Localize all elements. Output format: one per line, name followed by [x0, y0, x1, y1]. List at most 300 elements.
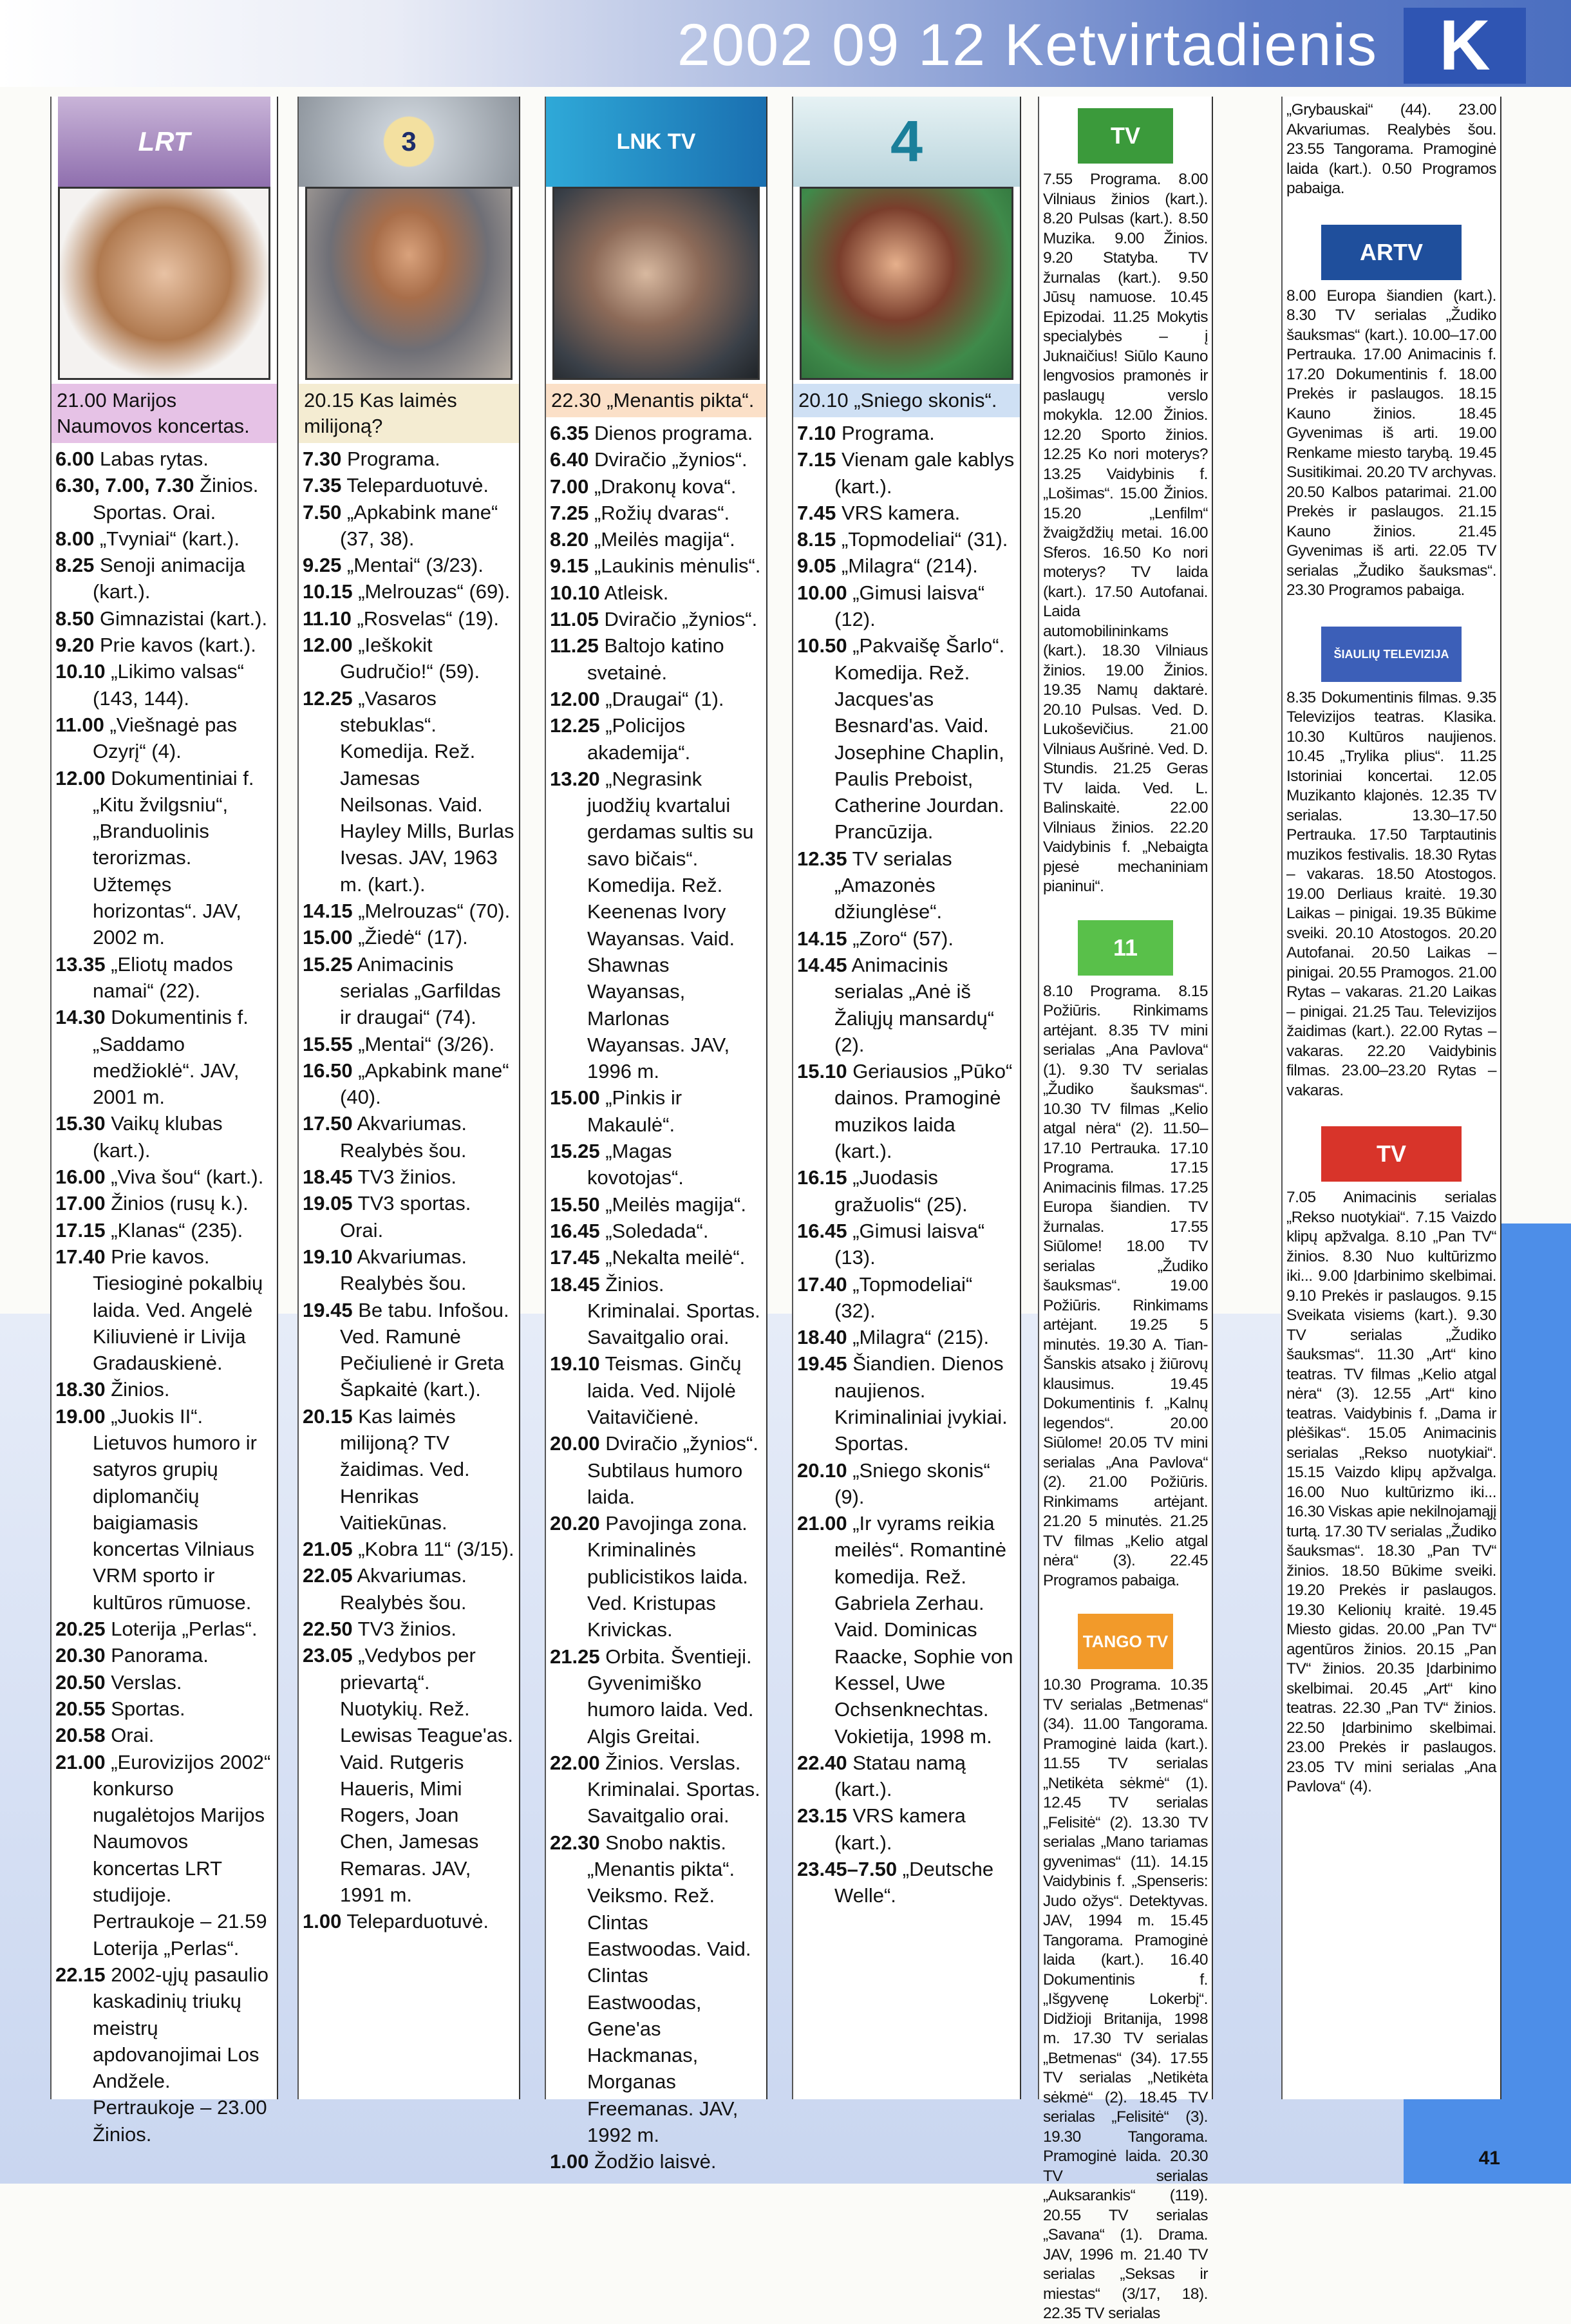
- schedule-time: 23.15: [797, 1804, 847, 1828]
- schedule-time: 20.00: [550, 1432, 600, 1455]
- schedule-time: 6.30, 7.00, 7.30: [55, 474, 194, 497]
- schedule-title: Dienos programa.: [588, 422, 753, 444]
- schedule-row: [797, 1350, 1016, 1457]
- schedule-row: [797, 500, 1016, 526]
- schedule-row: [303, 898, 515, 924]
- schedule-row: [550, 1829, 762, 2149]
- channel-column-tv4: [792, 97, 1021, 2099]
- schedule-title: Vienam gale kablys (kart.).: [834, 448, 1015, 498]
- schedule-time: 18.45: [303, 1166, 353, 1189]
- schedule-row: [303, 1908, 515, 1934]
- schedule-time: 17.50: [303, 1112, 353, 1135]
- schedule-title: Akvariumas. Realybės šou.: [340, 1112, 467, 1162]
- schedule-title: „Topmodeliai“ (32).: [834, 1272, 973, 1322]
- schedule-row: [550, 712, 762, 766]
- siauliu-tv-schedule: 8.35 Dokumentinis filmas. 9.35 Televizijos teatras. Klasika. 10.30 Kultūros naujienos. 10.45 „Trylika plius“. 11.25 Istoriniai koncertai. 12.05 Muzikanto klajonės. 12.35 TV serialas. 13.30–17.50 Pertrauka. 17.50 Tarptautinis muzikos festivalis. 18.30 Rytas – vakaras. 18.50 Atostogos. 19.00 Derliaus kraitė. 19.30 Laikas – pinigai. 19.35 Būkime sveiki. 20.10 Atostogos. 20.20 Autofanai. 20.50 Laikas – pinigai. 20.55 Pramogos. 21.00 Rytas – vakaras. 21.20 Laikas – pinigai. 21.25 Tau. Televizijos žaidimas (kart.). 22.00 Rytas – vakaras. 22.20 Vaidybinis filmas. 23.00–23.20 Rytas – vakaras.: [1286, 688, 1496, 1099]
- schedule-time: 7.15: [797, 448, 836, 471]
- schedule-row: [303, 446, 515, 472]
- schedule-title: „Sniego skonis“ (9).: [834, 1459, 990, 1508]
- schedule-title: „Policijos akademija“.: [587, 714, 691, 764]
- schedule-row: [55, 1376, 273, 1403]
- schedule-row: [303, 951, 515, 1031]
- schedule-row: [55, 951, 273, 1005]
- schedule-row: [797, 1457, 1016, 1511]
- schedule-row: [550, 632, 762, 686]
- schedule-title: Verslas.: [105, 1670, 182, 1694]
- schedule-title: Snobo naktis. „Menantis pikta“. Veiksmo. Rež. Clintas Eastwoodas. Vaid. Clintas Eastwoodas, Gene'as Hackmanas, Morganas Freemanas. JAV, 1992 m.: [587, 1831, 751, 2146]
- schedule-title: Orai.: [105, 1724, 155, 1747]
- schedule-row: [55, 1110, 273, 1164]
- schedule-time: 19.10: [550, 1352, 600, 1375]
- schedule-row: [303, 1190, 515, 1243]
- schedule-title: Žinios.: [105, 1378, 170, 1401]
- schedule-time: 17.40: [797, 1272, 847, 1296]
- schedule-time: 22.15: [55, 1963, 106, 1986]
- schedule-time: 19.00: [55, 1404, 106, 1428]
- schedule-row: [797, 1271, 1016, 1325]
- tv3-schedule: [299, 446, 519, 1935]
- schedule-row: [797, 580, 1016, 633]
- schedule-row: [55, 1669, 273, 1696]
- schedule-title: „Apkabink mane“ (37, 38).: [340, 500, 498, 550]
- schedule-title: VRS kamera (kart.).: [834, 1804, 966, 1854]
- schedule-row: [550, 686, 762, 712]
- schedule-title: Senoji animacija (kart.).: [93, 554, 245, 603]
- schedule-time: 6.40: [550, 448, 589, 471]
- schedule-time: 7.35: [303, 474, 342, 497]
- schedule-title: Geriausios „Pūko“ dainos. Pramoginė muzikos laida (kart.).: [834, 1060, 1013, 1163]
- schedule-time: 8.15: [797, 528, 836, 551]
- schedule-time: 21.25: [550, 1645, 600, 1668]
- schedule-title: Teleparduotuvė.: [341, 474, 489, 497]
- schedule-row: [55, 765, 273, 951]
- baltijos-tv-schedule: 7.05 Animacinis serialas „Rekso nuotykiai“. 7.15 Vaizdo klipų apžvalga. 8.10 „Pan TV“ žinios. 8.30 Nuo kultūrizmo iki... 9.00 Įdarbinimo skelbimai. 9.10 Prekės ir paslaugos. 9.15 Sveikata visiems (kart.). 9.30 TV serialas „Žudiko šauksmas“. 11.30 „Art“ kino teatras. TV filmas „Kelio atgal nėra“ (3). 12.55 „Art“ kino teatras. Vaidybinis f. „Dama ir plėšikas“. 15.05 Animacinis serialas „Rekso nuotykiai“. 15.15 Vaizdo klipų apžvalga. 16.00 Nuo kultūrizmo iki... 16.30 Viskas apie nekilnojamąjį turtą. 17.30 TV serialas „Žudiko šauksmas“. 18.30 „Pan TV“ žinios. 18.50 Būkime sveiki. 19.20 Prekės ir paslaugos. 19.30 Kelionių kraitė. 19.45 Miesto gidas. 20.00 „Pan TV“ agentūros žinios. 20.15 „Pan TV“ žinios. 20.35 Įdarbinimo skelbimai. 20.45 „Art“ kino teatras. 22.30 „Pan TV“ žinios. 22.50 Įdarbinimo skelbimai. 23.00 Prekės ir paslaugos. 23.05 TV mini serialas „Ana Pavlova“ (4).: [1286, 1189, 1496, 1795]
- schedule-time: 11.00: [55, 713, 104, 736]
- schedule-row: [55, 1696, 273, 1722]
- schedule-title: „Kobra 11“ (3/15).: [352, 1538, 514, 1561]
- schedule-title: „Vasaros stebuklas“. Komedija. Rež. Jamesas Neilsonas. Vaid. Hayley Mills, Burlas Ivesas. JAV, 1963 m. (kart.).: [340, 686, 514, 896]
- schedule-row: [303, 605, 515, 632]
- schedule-time: 12.00: [303, 634, 353, 657]
- schedule-time: 1.00: [303, 1910, 342, 1933]
- schedule-title: „Viva šou“ (kart.).: [105, 1166, 264, 1189]
- lnk-logo: LNK TV: [546, 97, 766, 187]
- schedule-row: [303, 1562, 515, 1616]
- schedule-time: 15.25: [303, 952, 353, 976]
- schedule-row: [550, 420, 762, 446]
- schedule-row: [550, 580, 762, 606]
- schedule-title: „Vedybos per prievartą“. Nuotykių. Rež. Lewisas Teague'as. Vaid. Rutgeris Haueris, Mimi Rogers, Joan Chen, Jamesas Remaras. JAV, 1991 m.: [340, 1644, 514, 1907]
- schedule-time: 23.45–7.50: [797, 1858, 898, 1881]
- schedule-time: 18.40: [797, 1326, 847, 1349]
- schedule-time: 15.10: [797, 1060, 847, 1083]
- schedule-row: [797, 1324, 1016, 1350]
- schedule-time: 9.15: [550, 554, 589, 578]
- schedule-row: [303, 1536, 515, 1562]
- siauliu-tv-logo: ŠIAULIŲ TELEVIZIJA: [1321, 627, 1462, 682]
- schedule-title: „Laukinis mėnulis“.: [588, 554, 761, 578]
- schedule-time: 7.10: [797, 422, 836, 444]
- schedule-time: 19.10: [303, 1245, 353, 1268]
- schedule-title: Dokumentinis f. „Saddamo medžioklė“. JAV, 2001 m.: [93, 1006, 249, 1109]
- schedule-row: [55, 446, 273, 472]
- schedule-title: „Apkabink mane“ (40).: [340, 1059, 509, 1109]
- tv4-movie-photo: [800, 187, 1013, 380]
- schedule-row: [55, 1403, 273, 1616]
- schedule-row: [797, 1856, 1016, 1909]
- schedule-row: [797, 553, 1016, 579]
- tango-tv-logo: TANGO TV: [1078, 1614, 1173, 1669]
- schedule-row: [550, 1510, 762, 1643]
- channel-column-lrt: [50, 97, 278, 2146]
- schedule-row: [303, 472, 515, 498]
- schedule-title: „Juodasis gražuolis“ (25).: [834, 1166, 968, 1216]
- tv3-highlight: 20.15 Kas laimės milijoną?: [299, 384, 519, 443]
- schedule-title: TV3 žinios.: [352, 1166, 456, 1189]
- schedule-time: 16.45: [797, 1219, 847, 1242]
- schedule-row: [797, 1802, 1016, 1856]
- schedule-title: „Milagra“ (215).: [847, 1326, 990, 1349]
- schedule-title: „Rosvelas“ (19).: [351, 607, 499, 630]
- schedule-title: „Drakonų kova“.: [588, 475, 737, 498]
- schedule-row: [550, 1750, 762, 1829]
- schedule-title: Prie kavos. Tiesioginė pokalbių laida. Ved. Angelė Kiliuvienė ir Livija Gradauskienė.: [93, 1245, 263, 1375]
- schedule-time: 21.00: [55, 1750, 106, 1773]
- schedule-row: [303, 1297, 515, 1403]
- schedule-row: [55, 525, 273, 552]
- schedule-time: 8.50: [55, 607, 95, 630]
- schedule-row: [550, 1218, 762, 1244]
- page-number: 41: [1478, 2148, 1500, 2169]
- schedule-time: 16.50: [303, 1059, 353, 1082]
- schedule-time: 22.05: [303, 1564, 353, 1587]
- schedule-row: [550, 1350, 762, 1430]
- schedule-title: „Pinkis ir Makaulė“.: [587, 1086, 682, 1136]
- schedule-time: 15.55: [303, 1032, 353, 1055]
- schedule-time: 22.40: [797, 1751, 847, 1774]
- schedule-time: 8.00: [55, 527, 95, 550]
- schedule-title: Akvariumas. Realybės šou.: [340, 1564, 467, 1614]
- schedule-row: [55, 472, 273, 525]
- kanalas-11-logo: 11: [1078, 920, 1173, 976]
- schedule-title: „Likimo valsas“ (143, 144).: [93, 660, 244, 710]
- lnk-schedule: [546, 420, 766, 2175]
- schedule-time: 15.00: [303, 926, 353, 949]
- schedule-title: Žinios. Kriminalai. Sportas. Savaitgalio orai.: [587, 1272, 760, 1349]
- schedule-row: [303, 1642, 515, 1908]
- schedule-title: Panorama.: [105, 1644, 209, 1667]
- schedule-row: [303, 1057, 515, 1111]
- schedule-time: 21.00: [797, 1512, 847, 1535]
- schedule-time: 11.25: [550, 634, 599, 657]
- schedule-title: Atleisk.: [599, 581, 669, 604]
- schedule-title: „Juokis II“. Lietuvos humoro ir satyros grupių diplomančių baigiamasis koncertas Vilniaus VRM sporto ir kultūros rūmuose.: [93, 1404, 258, 1614]
- schedule-time: 20.15: [303, 1404, 353, 1428]
- schedule-time: 15.50: [550, 1193, 600, 1216]
- schedule-time: 11.10: [303, 607, 352, 630]
- schedule-row: [55, 712, 273, 765]
- schedule-time: 14.30: [55, 1006, 106, 1029]
- schedule-title: „Deutsche Welle“.: [834, 1858, 994, 1907]
- schedule-row: [55, 658, 273, 712]
- regional-column-left: [1038, 97, 1213, 2322]
- schedule-time: 9.25: [303, 554, 342, 577]
- schedule-row: [303, 1616, 515, 1642]
- schedule-title: „Mentai“ (3/23).: [341, 554, 484, 577]
- schedule-time: 10.15: [303, 580, 353, 603]
- schedule-time: 7.30: [303, 448, 342, 470]
- schedule-row: [55, 1722, 273, 1748]
- schedule-row: [550, 473, 762, 500]
- schedule-time: 7.00: [550, 475, 589, 498]
- kanalas-11-schedule: 8.10 Programa. 8.15 Požiūris. Rinkimams artėjant. 8.35 TV mini serialas „Ana Pavlova“ (1). 9.30 TV serialas „Žudiko šauksmas“. 10.30 TV filmas „Kelio atgal nėra“ (2). 11.50–17.10 Pertrauka. 17.10 Programa. 17.15 Animacinis filmas. 17.25 Europa šiandien. TV žurnalas. 17.55 Siūlome! 18.00 TV serialas „Žudiko šauksmas“. 19.00 Požiūris. Rinkimams artėjant. 19.25 5 minutės. 19.30 A. Tian-Šanskis atsako į žiūrovų klausimus. 19.45 Dokumentinis f. „Kalnų legendos“. 20.00 Siūlome! 20.05 TV mini serialas „Ana Pavlova“ (2). 21.00 Požiūris. Rinkimams artėjant. 21.20 5 minutės. 21.25 TV filmas „Kelio atgal nėra“ (3). 22.45 Programos pabaiga.: [1043, 982, 1208, 1589]
- schedule-title: Žinios. Verslas. Kriminalai. Sportas. Savaitgalio orai.: [587, 1751, 760, 1828]
- schedule-time: 12.25: [550, 714, 600, 737]
- schedule-title: Šiandien. Dienos naujienos. Kriminaliniai įvykiai. Sportas.: [834, 1352, 1008, 1455]
- schedule-title: Teismas. Ginčų laida. Ved. Nijolė Vaitavičienė.: [587, 1352, 742, 1428]
- schedule-time: 11.05: [550, 608, 599, 631]
- schedule-row: [797, 1058, 1016, 1164]
- schedule-time: 7.25: [550, 501, 589, 524]
- schedule-row: [550, 1643, 762, 1750]
- schedule-time: 14.45: [797, 953, 847, 976]
- schedule-title: „Melrouzas“ (69).: [352, 580, 511, 603]
- schedule-row: [797, 1510, 1016, 1750]
- schedule-title: Kas laimės milijoną? TV žaidimas. Ved. Henrikas Vaitiekūnas.: [340, 1404, 470, 1534]
- schedule-time: 17.45: [550, 1246, 600, 1269]
- schedule-row: [55, 1190, 273, 1216]
- schedule-title: „Meilės magija“.: [588, 528, 735, 551]
- schedule-row: [550, 1271, 762, 1351]
- schedule-time: 12.00: [55, 766, 106, 789]
- schedule-row: [303, 1164, 515, 1190]
- lnk-movie-photo: [552, 187, 760, 380]
- schedule-title: Be tabu. Infošou. Ved. Ramunė Pečiulienė ir Greta Šapkaitė (kart.).: [340, 1298, 509, 1401]
- schedule-time: 20.58: [55, 1724, 106, 1747]
- schedule-title: Statau namą (kart.).: [834, 1751, 966, 1801]
- schedule-row: [55, 1243, 273, 1376]
- schedule-row: [797, 1164, 1016, 1218]
- schedule-row: [303, 1243, 515, 1297]
- schedule-time: 18.45: [550, 1272, 600, 1296]
- tv3-host-photo: [305, 187, 513, 380]
- schedule-title: Dokumentiniai f. „Kitu žvilgsniu“, „Branduolinis terorizmas. Užtemęs horizontas“. JAV, 2002 m.: [93, 766, 254, 949]
- schedule-time: 13.20: [550, 767, 600, 790]
- schedule-row: [303, 685, 515, 898]
- schedule-row: [550, 526, 762, 553]
- schedule-title: „Gimusi laisva“ (13).: [834, 1219, 985, 1269]
- regional-column-right: [1281, 97, 1501, 2099]
- schedule-title: Teleparduotuvė.: [341, 1910, 489, 1933]
- schedule-row: [303, 632, 515, 685]
- schedule-time: 19.45: [797, 1352, 847, 1375]
- schedule-time: 8.20: [550, 528, 589, 551]
- lrt-logo: LRT: [58, 97, 270, 187]
- schedule-title: „Soledada“.: [599, 1219, 709, 1242]
- schedule-time: 19.05: [303, 1192, 353, 1215]
- schedule-time: 14.15: [303, 900, 353, 923]
- schedule-title: „Milagra“ (214).: [836, 554, 978, 578]
- schedule-row: [550, 766, 762, 1085]
- schedule-title: TV3 sportas. Orai.: [340, 1192, 471, 1242]
- schedule-time: 12.35: [797, 847, 847, 870]
- schedule-time: 21.05: [303, 1538, 353, 1561]
- tv4-schedule: [793, 420, 1020, 1909]
- schedule-row: [797, 632, 1016, 845]
- schedule-time: 8.25: [55, 554, 95, 577]
- schedule-row: [303, 1110, 515, 1164]
- schedule-row: [797, 526, 1016, 553]
- schedule-time: 17.40: [55, 1245, 106, 1268]
- schedule-row: [550, 606, 762, 632]
- schedule-row: [303, 499, 515, 553]
- schedule-time: 9.20: [55, 634, 95, 657]
- weekday-letter-badge: K: [1404, 8, 1526, 84]
- schedule-title: „Pakvaišę Šarlo“. Komedija. Rež. Jacques'as Besnard'as. Vaid. Josephine Chaplin, Paulis Preboist, Catherine Jourdan. Prancūzija.: [834, 634, 1005, 844]
- schedule-row: [797, 952, 1016, 1058]
- schedule-time: 17.00: [55, 1192, 106, 1215]
- schedule-title: „Negrasink juodžių kvartalui gerdamas sultis su savo bičais“. Komedija. Rež. Keenenas Ivory Wayansas. Vaid. Shawnas Wayansas, Marlonas Wayansas. JAV, 1996 m.: [587, 767, 754, 1083]
- schedule-title: „Mentai“ (3/26).: [352, 1032, 495, 1055]
- schedule-row: [550, 446, 762, 473]
- schedule-row: [303, 552, 515, 578]
- schedule-row: [55, 1749, 273, 1961]
- schedule-row: [797, 846, 1016, 925]
- lrt-host-photo: [58, 187, 270, 380]
- schedule-time: 16.15: [797, 1166, 847, 1189]
- tv3-logo: 3: [299, 97, 519, 187]
- schedule-time: 10.50: [797, 634, 847, 657]
- schedule-title: „Klanas“ (235).: [105, 1218, 243, 1242]
- page-date-title: 2002 09 12 Ketvirtadienis: [677, 12, 1378, 78]
- schedule-row: [550, 1138, 762, 1191]
- schedule-row: [303, 578, 515, 605]
- schedule-time: 17.15: [55, 1218, 106, 1242]
- lrt-highlight: 21.00 Marijos Naumovos koncertas.: [52, 384, 277, 443]
- schedule-row: [550, 1191, 762, 1218]
- schedule-time: 10.10: [550, 581, 600, 604]
- vilniaus-tv-schedule: 7.55 Programa. 8.00 Vilniaus žinios (kart.). 8.20 Pulsas (kart.). 8.50 Muzika. 9.00 Žinios. 9.20 Statyba. TV žurnalas (kart.). 9.50 Jūsų namuose. 10.45 Epizodai. 11.25 Mokytis specialybės – į Juknaičius! Siūlo Kauno lengvosios pramonės ir paslaugų verslo mokykla. 12.00 Žinios. 12.20 Sporto žinios. 12.25 Ko nori moterys? 13.25 Vaidybinis f. „Lošimas“. 15.00 Žinios. 15.20 „Lenfilm“ žvaigždžių metai. 16.00 Sferos. 16.50 Ko nori moterys? TV laida (kart.). 17.50 Autofanai. Laida automobilininkams (kart.). 18.30 Vilniaus žinios. 19.00 Žinios. 19.35 Namų daktarė. 20.10 Pulsas. Ved. D. Lukoševičius. 21.00 Vilniaus Aušrinė. Ved. D. Stundis. 21.25 Geras TV laida. Ved. L. Balinskaitė. 22.00 Vilniaus žinios. 22.20 Vaidybinis f. „Nebaigta pjesė mechaniniam pianinui“.: [1043, 171, 1208, 895]
- schedule-row: [55, 1004, 273, 1110]
- schedule-row: [55, 632, 273, 658]
- schedule-row: [797, 420, 1016, 446]
- tango-tv-schedule-continued: „Grybauskai“ (44). 23.00 Akvariumas. Realybės šou. 23.55 Tangorama. Pramoginė laida (kart.). 0.50 Programos pabaiga.: [1286, 101, 1496, 197]
- schedule-row: [550, 1430, 762, 1510]
- schedule-time: 10.00: [797, 581, 847, 604]
- schedule-time: 22.50: [303, 1618, 353, 1641]
- schedule-row: [55, 1961, 273, 2148]
- schedule-row: [55, 552, 273, 605]
- schedule-row: [550, 500, 762, 526]
- schedule-title: TV3 žinios.: [352, 1618, 456, 1641]
- schedule-title: Orbita. Šventieji. Gyvenimiško humoro laida. Ved. Algis Greitai.: [587, 1645, 754, 1748]
- schedule-time: 20.50: [55, 1670, 106, 1694]
- schedule-title: TV serialas „Amazonės džiunglėse“.: [834, 847, 952, 923]
- schedule-title: „Ir vyrams reikia meilės“. Romantinė komedija. Rež. Gabriela Zerhau. Vaid. Dominicas Raacke, Sophie von Kessel, Uwe Ochsenknechtas. Vokietija, 1998 m.: [834, 1512, 1013, 1748]
- schedule-title: Animacinis serialas „Garfildas ir draugai“ (74).: [340, 952, 501, 1029]
- schedule-row: [55, 1642, 273, 1668]
- schedule-time: 15.25: [550, 1140, 600, 1163]
- schedule-time: 20.30: [55, 1644, 106, 1667]
- schedule-row: [55, 605, 273, 632]
- schedule-time: 15.30: [55, 1112, 106, 1135]
- schedule-time: 19.45: [303, 1298, 353, 1321]
- schedule-title: Labas rytas.: [94, 448, 209, 470]
- schedule-title: „Melrouzas“ (70).: [352, 900, 511, 923]
- schedule-title: Pavojinga zona. Kriminalinės publicistikos laida. Ved. Kristupas Krivickas.: [587, 1512, 748, 1641]
- schedule-title: „Žiedė“ (17).: [352, 926, 468, 949]
- schedule-time: 9.05: [797, 554, 836, 578]
- schedule-time: 6.35: [550, 422, 589, 444]
- schedule-title: Animacinis serialas „Anė iš Žaliųjų mansardų“ (2).: [834, 953, 995, 1056]
- schedule-title: Sportas.: [105, 1697, 185, 1720]
- schedule-title: „Meilės magija“.: [599, 1193, 746, 1216]
- schedule-time: 10.10: [55, 660, 106, 683]
- schedule-title: VRS kamera.: [836, 501, 961, 524]
- lnk-highlight: 22.30 „Menantis pikta“.: [546, 384, 766, 417]
- schedule-title: „Magas kovotojas“.: [587, 1140, 684, 1189]
- vilniaus-tv-logo: TV: [1078, 108, 1173, 164]
- schedule-title: Dviračio „žynios“.: [598, 608, 758, 631]
- schedule-row: [550, 1084, 762, 1138]
- schedule-title: „Zoro“ (57).: [847, 927, 954, 950]
- schedule-row: [303, 924, 515, 950]
- schedule-time: 20.25: [55, 1618, 106, 1641]
- baltijos-tv-logo: TV: [1321, 1126, 1462, 1182]
- schedule-title: Akvariumas. Realybės šou.: [340, 1245, 467, 1295]
- schedule-row: [797, 1750, 1016, 1803]
- schedule-time: 23.05: [303, 1644, 353, 1667]
- schedule-time: 20.10: [797, 1459, 847, 1482]
- schedule-time: 6.00: [55, 448, 95, 470]
- schedule-title: „Gimusi laisva“ (12).: [834, 581, 985, 631]
- schedule-time: 1.00: [550, 2150, 589, 2173]
- schedule-row: [797, 925, 1016, 952]
- schedule-title: „Tvyniai“ (kart.).: [94, 527, 240, 550]
- schedule-title: „Rožių dvaras“.: [588, 501, 730, 524]
- schedule-row: [550, 2148, 762, 2175]
- schedule-title: Vaikų klubas (kart.).: [93, 1112, 223, 1162]
- schedule-title: Programa.: [836, 422, 935, 444]
- schedule-title: Baltojo katino svetainė.: [587, 634, 724, 684]
- schedule-time: 12.00: [550, 687, 600, 710]
- artv-schedule: 8.00 Europa šiandien (kart.). 8.30 TV serialas „Žudiko šauksmas“ (kart.). 10.00–17.00 Pertrauka. 17.00 Animacinis f. 17.20 Dokumentinis f. 18.00 Prekės ir paslaugos. 18.15 Kauno žinios. 18.45 Gyvenimas iš arti. 19.00 Renkame miesto tarybą. 19.45 Susitikimai. 20.20 TV archyvas. 20.50 Kalbos patarimai. 21.00 Prekės ir paslaugos. 21.15 Kauno žinios. 21.45 Gyvenimas iš arti. 22.05 TV serialas „Žudiko šauksmas“. 23.30 Programos pabaiga.: [1286, 287, 1496, 599]
- schedule-title: „Eurovizijos 2002“ konkurso nugalėtojos Marijos Naumovos koncertas LRT studijoje. Pertraukoje – 21.59 Loterija „Perlas“.: [93, 1750, 271, 1960]
- schedule-time: 22.30: [550, 1831, 600, 1854]
- schedule-time: 15.00: [550, 1086, 600, 1110]
- schedule-title: Programa.: [341, 448, 440, 470]
- artv-logo: ARTV: [1321, 225, 1462, 280]
- schedule-title: Loterija „Perlas“.: [105, 1618, 258, 1641]
- schedule-row: [55, 1217, 273, 1243]
- schedule-title: Dviračio „žynios“.: [588, 448, 748, 471]
- schedule-time: 16.00: [55, 1166, 106, 1189]
- schedule-row: [550, 553, 762, 579]
- schedule-time: 18.30: [55, 1378, 106, 1401]
- schedule-title: „Ieškokit Gudručio!“ (59).: [340, 634, 480, 683]
- schedule-title: „Eliotų mados namai“ (22).: [93, 952, 233, 1002]
- schedule-title: 2002-ųjų pasaulio kaskadinių triukų meistrų apdovanojimai Los Andžele. Pertraukoje – 23.00 Žinios.: [93, 1963, 268, 2146]
- schedule-time: 13.35: [55, 952, 106, 976]
- schedule-row: [303, 1403, 515, 1536]
- schedule-row: [797, 1218, 1016, 1271]
- schedule-title: Gimnazistai (kart.).: [94, 607, 268, 630]
- schedule-time: 16.45: [550, 1219, 600, 1242]
- schedule-time: 22.00: [550, 1751, 600, 1774]
- schedule-row: [55, 1616, 273, 1642]
- channel-column-tv3: [297, 97, 520, 2099]
- schedule-title: Žinios (rusų k.).: [105, 1192, 249, 1215]
